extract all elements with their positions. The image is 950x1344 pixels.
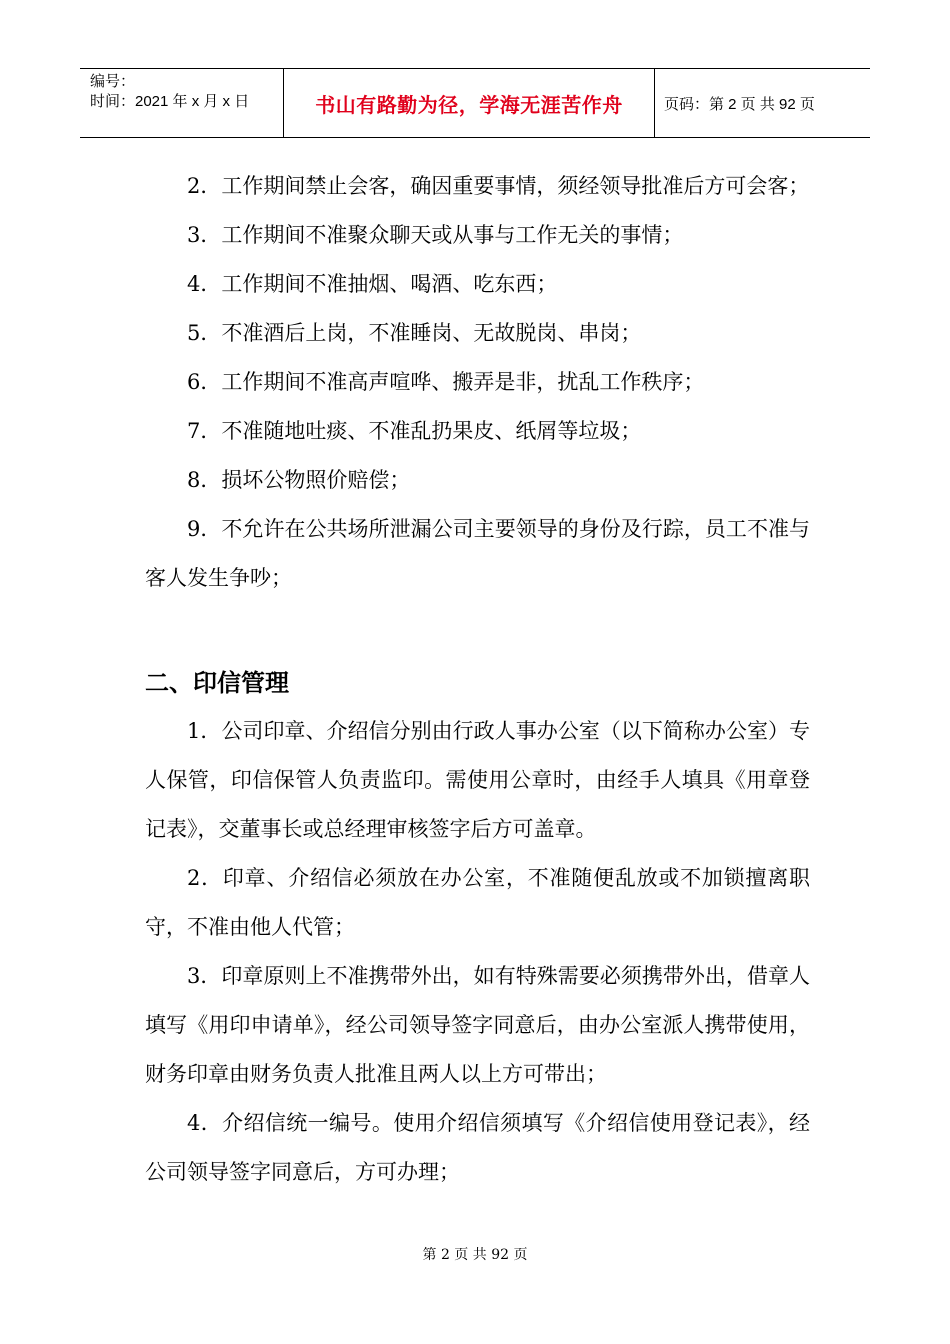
rule-paragraph: 5．不准酒后上岗，不准睡岗、无故脱岗、串岗； (187, 321, 642, 345)
header-meta-cell (80, 69, 283, 137)
rule-paragraph: 9．不允许在公共场所泄漏公司主要领导的身份及行踪，员工不准与客人发生争吵； (145, 517, 810, 590)
section-2-heading: 二、印信管理 (145, 669, 289, 697)
rule-paragraph: 8．损坏公物照价赔偿； (187, 468, 411, 492)
header-page-cell (654, 69, 870, 137)
rule-paragraph: 4．工作期间不准抽烟、喝酒、吃东西； (187, 272, 558, 296)
seal-rule-paragraph: 4．介绍信统一编号。使用介绍信须填写《介绍信使用登记表》，经公司领导签字同意后，方可办理； (145, 1111, 810, 1184)
page-header (80, 68, 870, 138)
header-page-number: 页码：第 2 页 共 92 页 (664, 95, 815, 113)
rule-paragraph: 2．工作期间禁止会客，确因重要事情，须经领导批准后方可会客； (187, 174, 810, 198)
header-motto: 书山有路勤为径，学海无涯苦作舟 (315, 94, 623, 117)
header-motto-cell (283, 69, 655, 137)
page-footer: 第 2 页 共 92 页 (422, 1247, 528, 1263)
section-2-rules (145, 707, 810, 1197)
document-date-label: 时间：2021 年 x 月 x 日 (90, 93, 250, 110)
document-number-label: 编号： (90, 73, 136, 90)
rule-paragraph: 6．工作期间不准高声喧哗、搬弄是非，扰乱工作秩序； (187, 370, 705, 394)
seal-rule-paragraph: 1．公司印章、介绍信分别由行政人事办公室（以下简称办公室）专人保管，印信保管人负责监印。需使用公章时，由经手人填具《用章登记表》，交董事长或总经理审核签字后方可盖章。 (145, 719, 810, 841)
rule-paragraph: 7．不准随地吐痰、不准乱扔果皮、纸屑等垃圾； (187, 419, 642, 443)
section-1-rules (145, 162, 810, 603)
seal-rule-paragraph: 2．印章、介绍信必须放在办公室，不准随便乱放或不加锁擅离职守，不准由他人代管； (145, 866, 810, 939)
seal-rule-paragraph: 3．印章原则上不准携带外出，如有特殊需要必须携带外出，借章人填写《用印申请单》，经公司领导签字同意后，由办公室派人携带使用，财务印章由财务负责人批准且两人以上方可带出； (145, 964, 810, 1086)
rule-paragraph: 3．工作期间不准聚众聊天或从事与工作无关的事情； (187, 223, 684, 247)
